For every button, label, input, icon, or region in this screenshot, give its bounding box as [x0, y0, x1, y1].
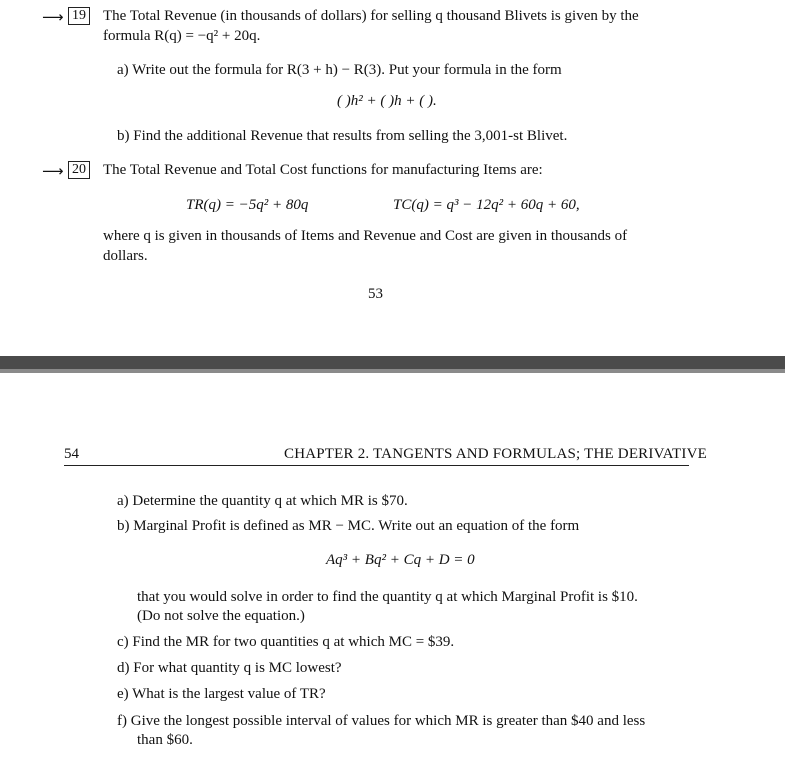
page-separator-shadow [0, 369, 785, 373]
tc-formula: TC(q) = q³ − 12q² + 60q + 60, [393, 197, 580, 213]
chapter-header: CHAPTER 2. TANGENTS AND FORMULAS; THE DERIVATIVE [284, 446, 708, 462]
page-separator [0, 356, 785, 369]
page-number-53: 53 [368, 286, 383, 302]
problem-19-text-line2: formula R(q) = −q² + 20q. [103, 28, 261, 44]
part-e: e) What is the largest value of TR? [117, 686, 326, 702]
problem-20-number: 20 [68, 161, 90, 179]
problem-20-intro: The Total Revenue and Total Cost functions for manufacturing Items are: [103, 162, 543, 178]
part-b-follow-line2: (Do not solve the equation.) [137, 608, 305, 624]
problem-19-part-a: a) Write out the formula for R(3 + h) − R(3). Put your formula in the form [117, 62, 562, 78]
header-rule [64, 465, 689, 466]
part-a: a) Determine the quantity q at which MR is $70. [117, 493, 408, 509]
problem-19-text-line1: The Total Revenue (in thousands of dollars) for selling q thousand Blivets is given by the [103, 8, 639, 24]
problem-19-part-a-form: ( )h² + ( )h + ( ). [337, 93, 437, 109]
right-arrow-icon: ⟶ [42, 162, 64, 180]
part-b: b) Marginal Profit is defined as MR − MC. Write out an equation of the form [117, 518, 580, 534]
part-f-line2: than $60. [137, 732, 193, 748]
part-f-line1: f) Give the longest possible interval of values for which MR is greater than $40 and less [117, 713, 646, 729]
problem-20-where-line1: where q is given in thousands of Items and Revenue and Cost are given in thousands of [103, 228, 628, 244]
page-number-54: 54 [64, 446, 79, 462]
problem-20-where-line2: dollars. [103, 248, 148, 264]
problem-19-part-b: b) Find the additional Revenue that results from selling the 3,001-st Blivet. [117, 128, 568, 144]
part-d: d) For what quantity q is MC lowest? [117, 660, 342, 676]
part-b-equation: Aq³ + Bq² + Cq + D = 0 [326, 552, 475, 568]
part-b-follow-line1: that you would solve in order to find the quantity q at which Marginal Profit is $10. [137, 589, 638, 605]
problem-19-number: 19 [68, 7, 90, 25]
right-arrow-icon: ⟶ [42, 8, 64, 26]
part-c: c) Find the MR for two quantities q at which MC = $39. [117, 634, 455, 650]
tr-formula: TR(q) = −5q² + 80q [186, 197, 309, 213]
